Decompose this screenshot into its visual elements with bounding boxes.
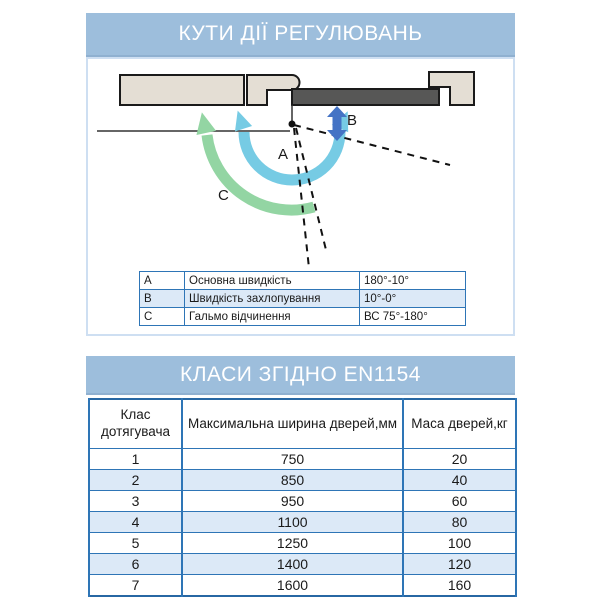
arc-a-left-arrowhead-icon [229,108,252,132]
legend-name-cell: Швидкість захлопування [185,290,360,308]
class-cell: 4 [89,512,182,533]
legend-name-cell: Основна швидкість [185,272,360,290]
table-row [89,554,516,575]
legend-key-cell: B [140,290,185,308]
table-row [89,449,516,470]
mass-cell: 160 [403,575,516,597]
section2-title: КЛАСИ ЗГІДНО EN1154 [86,356,515,395]
mass-cell: 120 [403,554,516,575]
label-c: C [218,187,229,204]
mass-cell: 80 [403,512,516,533]
table-row [89,470,516,491]
dashed-line-latch-zone [294,125,450,165]
table-row [89,533,516,554]
class-cell: 3 [89,491,182,512]
table-row [89,512,516,533]
width-cell: 1250 [182,533,403,554]
dashed-line-door-10deg [294,128,309,268]
table-row [89,491,516,512]
width-cell: 850 [182,470,403,491]
mass-cell: 20 [403,449,516,470]
door-leaf-shape [120,75,244,105]
legend-key-cell: C [140,308,185,326]
mass-cell: 60 [403,491,516,512]
section1-title: КУТИ ДІЇ РЕГУЛЮВАНЬ [86,13,515,57]
class-cell: 6 [89,554,182,575]
arc-a-main-speed [244,132,340,180]
legend-table [139,271,466,326]
class-cell: 7 [89,575,182,597]
classes-table [88,398,517,597]
class-cell: 2 [89,470,182,491]
legend-row [140,290,466,308]
legend-name-cell: Гальмо відчинення [185,308,360,326]
header-class: Клас дотягувача [89,399,182,449]
width-cell: 1400 [182,554,403,575]
label-a: A [278,146,289,163]
mass-cell: 100 [403,533,516,554]
width-cell: 950 [182,491,403,512]
class-cell: 5 [89,533,182,554]
dashed-line-door-0deg [296,128,327,254]
closer-body-shape [292,89,439,105]
table-row [89,575,516,597]
legend-value-cell: 10°-0° [360,290,466,308]
classes-header-row [89,399,516,449]
header-mass: Маса дверей,кг [403,399,516,449]
width-cell: 750 [182,449,403,470]
legend-row [140,308,466,326]
angles-diagram [86,57,515,336]
legend-row [140,272,466,290]
width-cell: 1600 [182,575,403,597]
legend-value-cell: 180°-10° [360,272,466,290]
pivot-point [289,121,296,128]
legend-value-cell: ВС 75°-180° [360,308,466,326]
class-cell: 1 [89,449,182,470]
mass-cell: 40 [403,470,516,491]
header-max-width: Максимальна ширина дверей,мм [182,399,403,449]
legend-key-cell: A [140,272,185,290]
width-cell: 1100 [182,512,403,533]
label-b: B [347,112,358,129]
